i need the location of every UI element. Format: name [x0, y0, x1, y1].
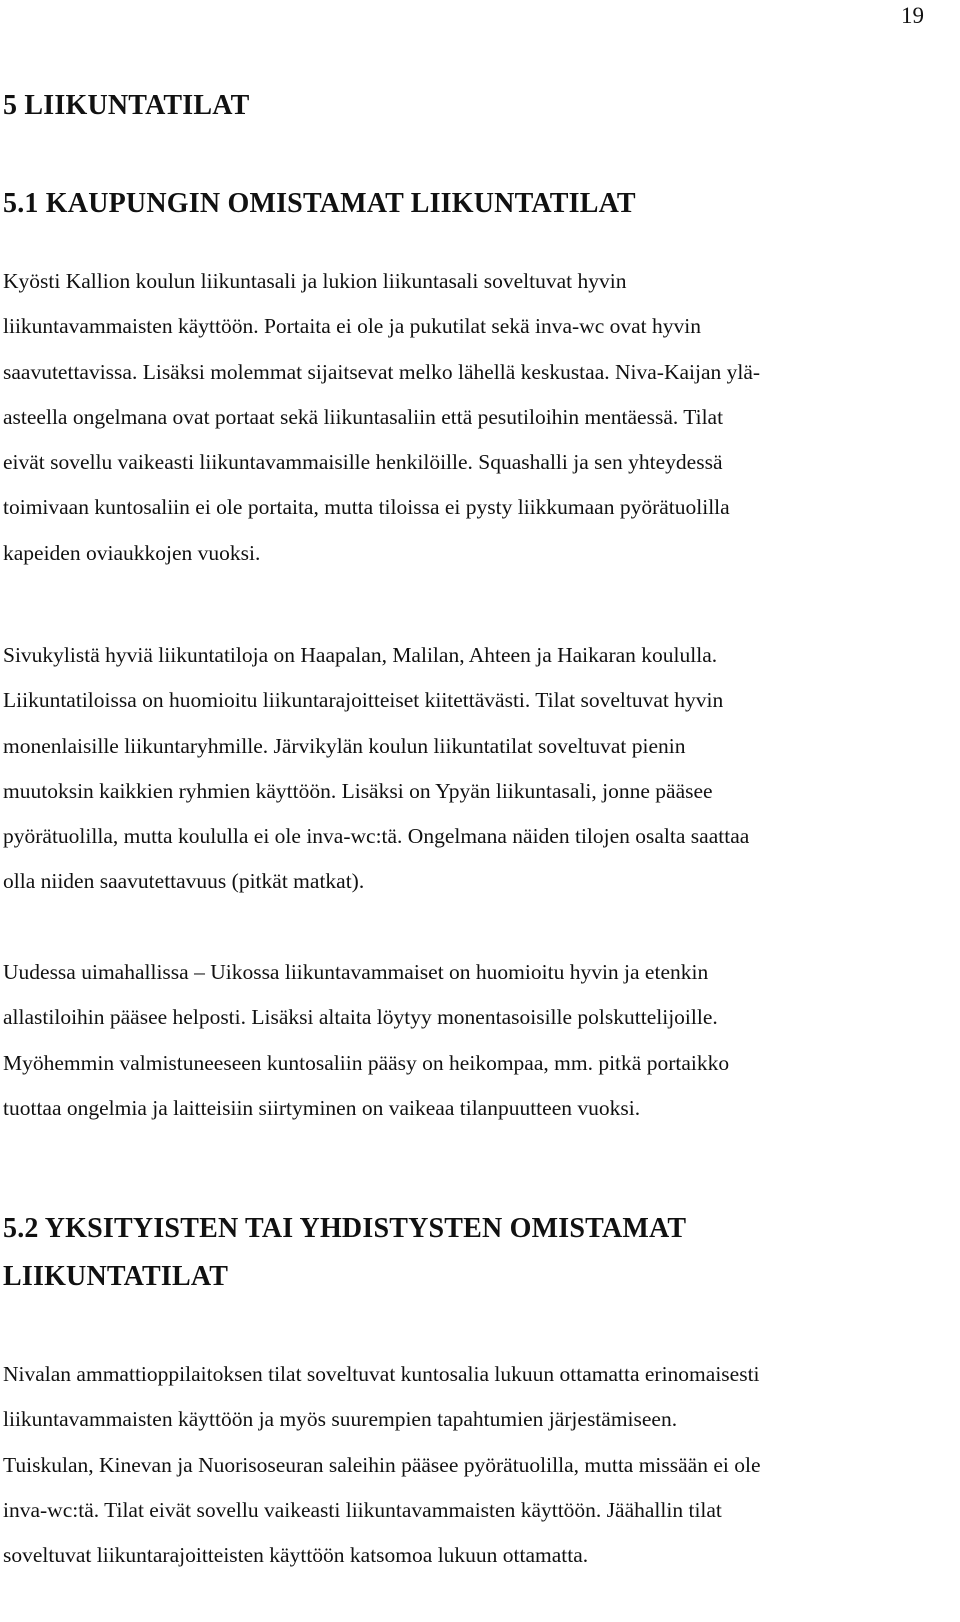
text-line: Nivalan ammattioppilaitoksen tilat soveltuvat kuntosalia lukuun ottamatta erinomaisesti: [3, 1362, 760, 1386]
section-heading-5-1: 5.1 KAUPUNGIN OMISTAMAT LIIKUNTATILAT: [3, 188, 636, 219]
paragraph-municipal-1: [3, 259, 958, 576]
paragraph-municipal-3: [3, 950, 958, 1131]
chapter-heading: 5 LIIKUNTATILAT: [3, 90, 250, 121]
text-line: saavutettavissa. Lisäksi molemmat sijaitsevat melko lähellä keskustaa. Niva-Kaijan ylä-: [3, 359, 761, 384]
heading-line: 5.2 YKSITYISTEN TAI YHDISTYSTEN OMISTAMAT: [3, 1213, 687, 1244]
text-line: muutoksin kaikkien ryhmien käyttöön. Lisäksi on Ypyän liikuntasali, jonne pääsee: [3, 778, 713, 803]
text-line: Liikuntatiloissa on huomioitu liikuntarajoitteiset kiitettävästi. Tilat soveltuvat hyvin: [3, 688, 724, 713]
text-line: soveltuvat liikuntarajoitteisten käyttöön katsomoa lukuun ottamatta.: [3, 1543, 589, 1568]
text-line: asteella ongelmana ovat portaat sekä liikuntasaliin että pesutiloihin mentäessä. Tilat: [3, 404, 724, 429]
text-line: allastiloihin pääsee helposti. Lisäksi altaita löytyy monentasoisille polskuttelijoille.: [3, 1005, 718, 1030]
text-line: kapeiden oviaukkojen vuoksi.: [3, 540, 261, 565]
text-line: liikuntavammaisten käyttöön ja myös suurempien tapahtumien järjestämiseen.: [3, 1407, 678, 1432]
text-line: monenlaisille liikuntaryhmille. Järvikylän koulun liikuntatilat soveltuvat pienin: [3, 733, 686, 758]
text-line: eivät sovellu vaikeasti liikuntavammaisille henkilöille. Squashalli ja sen yhteydessä: [3, 450, 723, 475]
page-number: 19: [901, 3, 924, 28]
paragraph-municipal-2: [3, 633, 958, 905]
text-line: pyörätuolilla, mutta koululla ei ole inva-wc:tä. Ongelmana näiden tilojen osalta saattaa: [3, 824, 750, 849]
text-line: Uudessa uimahallissa – Uikossa liikuntavammaiset on huomioitu hyvin ja etenkin: [3, 960, 709, 984]
text-line: olla niiden saavutettavuus (pitkät matkat).: [3, 869, 365, 894]
text-line: liikuntavammaisten käyttöön. Portaita ei ole ja pukutilat sekä inva-wc ovat hyvin: [3, 314, 701, 339]
heading-line: LIIKUNTATILAT: [3, 1261, 229, 1292]
text-line: inva-wc:tä. Tilat eivät sovellu vaikeasti liikuntavammaisten käyttöön. Jäähallin tilat: [3, 1497, 722, 1522]
text-line: Myöhemmin valmistuneeseen kuntosaliin pääsy on heikompaa, mm. pitkä portaikko: [3, 1050, 730, 1075]
paragraph-private-1: [3, 1352, 958, 1578]
text-line: tuottaa ongelmia ja laitteisiin siirtyminen on vaikeaa tilanpuutteen vuoksi.: [3, 1095, 641, 1120]
text-line: Kyösti Kallion koulun liikuntasali ja lukion liikuntasali soveltuvat hyvin: [3, 269, 627, 293]
text-line: toimivaan kuntosaliin ei ole portaita, mutta tiloissa ei pysty liikkumaan pyörätuolilla: [3, 495, 730, 520]
section-heading-5-2: [3, 1205, 686, 1301]
text-line: Tuiskulan, Kinevan ja Nuorisoseuran saleihin pääsee pyörätuolilla, mutta missään ei ole: [3, 1452, 761, 1477]
text-line: Sivukylistä hyviä liikuntatiloja on Haapalan, Malilan, Ahteen ja Haikaran koululla.: [3, 643, 718, 667]
